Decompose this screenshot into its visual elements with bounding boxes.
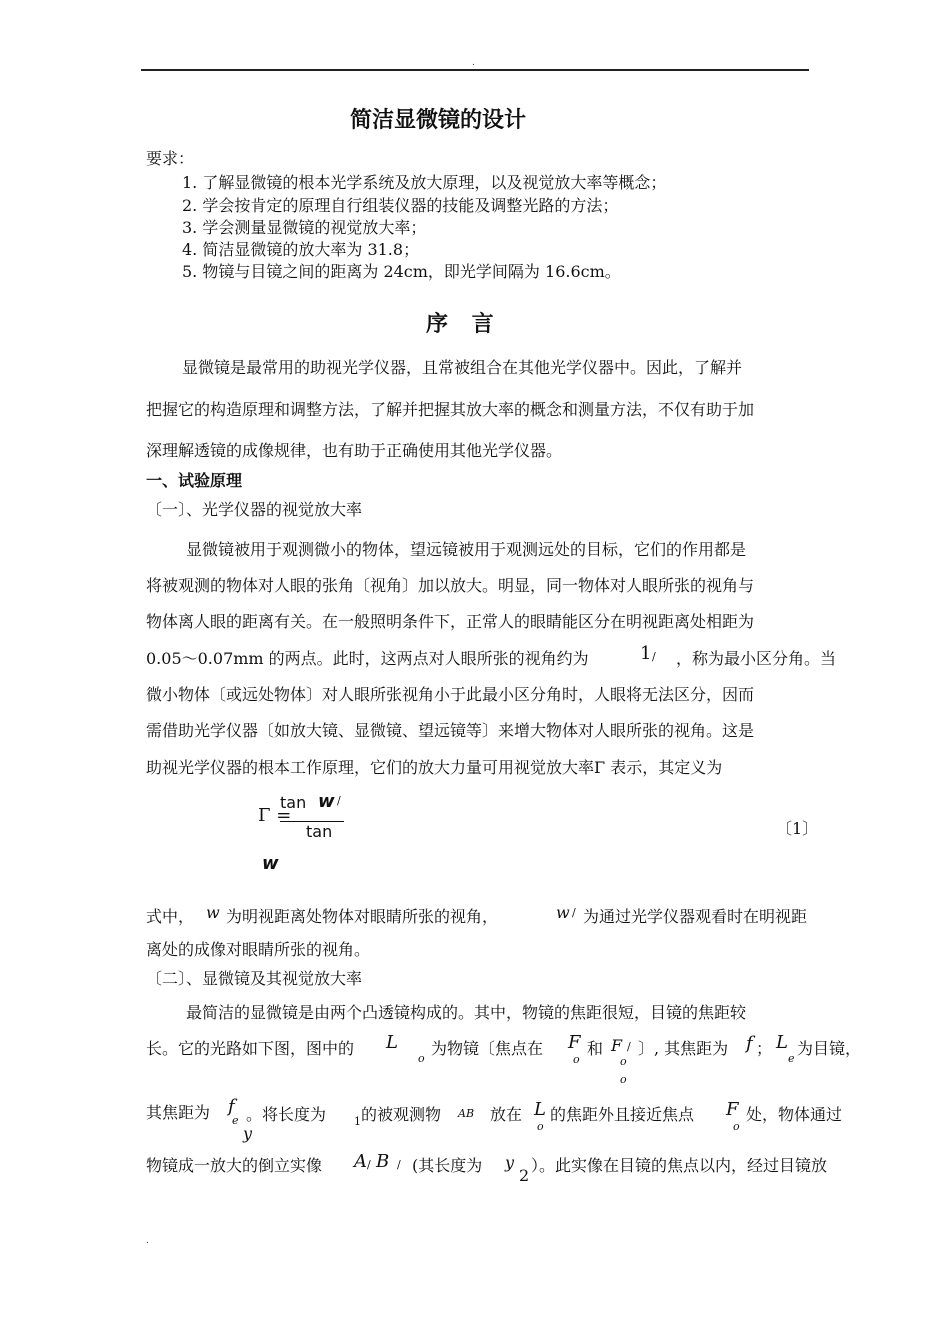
subscript-e: e (232, 1114, 239, 1127)
symbol-L: L (386, 1032, 398, 1053)
requirement-item: 2. 学会按肯定的原理自行组装仪器的技能及调整光路的方法； (182, 196, 619, 215)
subscript-o: o (620, 1055, 627, 1068)
body-line: 0.05～0.07mm 的两点。此时，这两点对人眼所张的视角约为 (146, 649, 589, 668)
subscript-e: e (788, 1052, 795, 1065)
body-line: 助视光学仪器的根本工作原理，它们的放大力量可用视觉放大率Γ 表示，其定义为 (146, 758, 723, 777)
formula-numerator: tan (280, 793, 307, 812)
symbol-AB: AB (458, 1107, 475, 1120)
symbol-f-e: f (228, 1096, 235, 1117)
preface-line: 深理解透镜的成像规律，也有助于正确使用其他光学仪器。 (146, 441, 563, 460)
preface-line: 把握它的构造原理和调整方法，了解并把握其放大率的概念和测量方法，不仅有助于加 (146, 400, 755, 419)
symbol-y: y (243, 1124, 253, 1143)
body-line: 将被观测的物体对人眼的张角〔视角〕加以放大。明显，同一物体对人眼所张的视角与 (146, 576, 755, 595)
symbol-F: F (568, 1032, 581, 1053)
symbol-L-e: L (776, 1032, 788, 1053)
prime-mark: / (367, 1158, 371, 1171)
body-text: 和 (587, 1039, 604, 1058)
body-text: 长。它的光路如下图，图中的 (146, 1039, 355, 1058)
subsection-heading: 〔一〕、光学仪器的视觉放大率 (146, 500, 363, 519)
explain-line2: 离处的成像对眼睛所张的视角。 (146, 940, 371, 959)
symbol-F: F (726, 1099, 739, 1120)
formula-prime: / (337, 794, 341, 807)
subscript-o: o (418, 1052, 425, 1065)
body-text: 放在 (490, 1105, 523, 1124)
subscript-o: o (620, 1073, 627, 1086)
subscript-o: o (573, 1053, 580, 1066)
subscript-o: o (537, 1120, 544, 1133)
body-line: 显微镜被用于观测微小的物体，望远镜被用于观测远处的目标，它们的作用都是 (186, 540, 747, 559)
requirement-item: 5. 物镜与目镜之间的距离为 24cm，即光学间隔为 16.6cm。 (182, 262, 621, 281)
symbol-y: y (505, 1153, 515, 1172)
footer-dot: . (146, 1236, 149, 1246)
body-text: 〕, 其焦距为 (638, 1039, 729, 1058)
body-text: 其焦距为 (146, 1103, 211, 1122)
symbol-B: B (376, 1151, 390, 1172)
formula-den-var: w (262, 853, 279, 874)
angle-value: 1 (640, 643, 652, 664)
symbol-L: L (534, 1099, 546, 1120)
header-dot: . (472, 58, 475, 68)
body-text: 处，物体通过 (746, 1105, 843, 1124)
equation-number: 〔1〕 (776, 819, 819, 838)
explain-mid: 为明视距离处物体对眼睛所张的视角， (226, 907, 499, 926)
formula-denominator: tan (306, 822, 333, 841)
body-text: ； (756, 1039, 773, 1058)
preface-heading: 序 言 (426, 312, 502, 337)
angle-prime: / (652, 650, 656, 663)
preface-line: 显微镜是最常用的助视光学仪器，且常被组合在其他光学仪器中。因此，了解并 (182, 358, 743, 377)
symbol-f: f (746, 1033, 753, 1054)
requirement-item: 1. 了解显微镜的根本光学系统及放大原理，以及视觉放大率等概念； (182, 173, 667, 192)
explain-w: w (206, 903, 220, 922)
prime-mark: / (627, 1040, 631, 1053)
subscript-1: 1 (354, 1115, 361, 1128)
subsection-heading: 〔二〕、显微镜及其视觉放大率 (146, 969, 363, 988)
body-text: 。将长度为 (246, 1105, 327, 1124)
body-line: 微小物体〔或远处物体〕对人眼所张视角小于此最小区分角时，人眼将无法区分，因而 (146, 685, 755, 704)
explain-post: 为通过光学仪器观看时在明视距 (583, 907, 808, 926)
subscript-o: o (733, 1120, 740, 1133)
document-title: 简洁显微镜的设计 (350, 108, 527, 133)
body-text: 的焦距外且接近焦点 (550, 1105, 695, 1124)
body-text: ）。此实像在目镜的焦点以内，经过目镜放 (531, 1156, 828, 1175)
header-rule (141, 69, 809, 71)
body-text: (其长度为 (412, 1156, 483, 1175)
requirement-item: 4. 简洁显微镜的放大率为 31.8； (182, 240, 420, 259)
body-text: 为目镜， (797, 1039, 862, 1058)
body-line: 物体离人眼的距离有关。在一般照明条件下，正常人的眼睛能区分在明视距离处相距为 (146, 612, 755, 631)
explain-w2: w (556, 903, 570, 922)
formula-gamma: Γ = (258, 805, 292, 826)
body-line: ，称为最小区分角。当 (676, 649, 837, 668)
formula-num-var: w (318, 791, 335, 812)
body-text: 的被观测物 (361, 1105, 442, 1124)
body-text: 物镜成一放大的倒立实像 (146, 1156, 323, 1175)
requirements-label: 要求： (146, 149, 195, 168)
explain-pre: 式中， (146, 907, 195, 926)
section-heading: 一、试验原理 (146, 471, 243, 490)
subscript-2: 2 (519, 1166, 530, 1185)
body-text: 为物镜〔焦点在 (431, 1039, 544, 1058)
requirement-item: 3. 学会测量显微镜的视觉放大率； (182, 218, 427, 237)
symbol-A: A (354, 1151, 367, 1172)
prime-mark: / (397, 1158, 401, 1171)
body-line: 最简洁的显微镜是由两个凸透镜构成的。其中，物镜的焦距很短，目镜的焦距较 (186, 1003, 747, 1022)
body-line: 需借助光学仪器〔如放大镜、显微镜、望远镜等〕来增大物体对人眼所张的视角。这是 (146, 721, 755, 740)
symbol-F-prime: F (611, 1036, 623, 1055)
explain-prime: / (572, 906, 576, 919)
